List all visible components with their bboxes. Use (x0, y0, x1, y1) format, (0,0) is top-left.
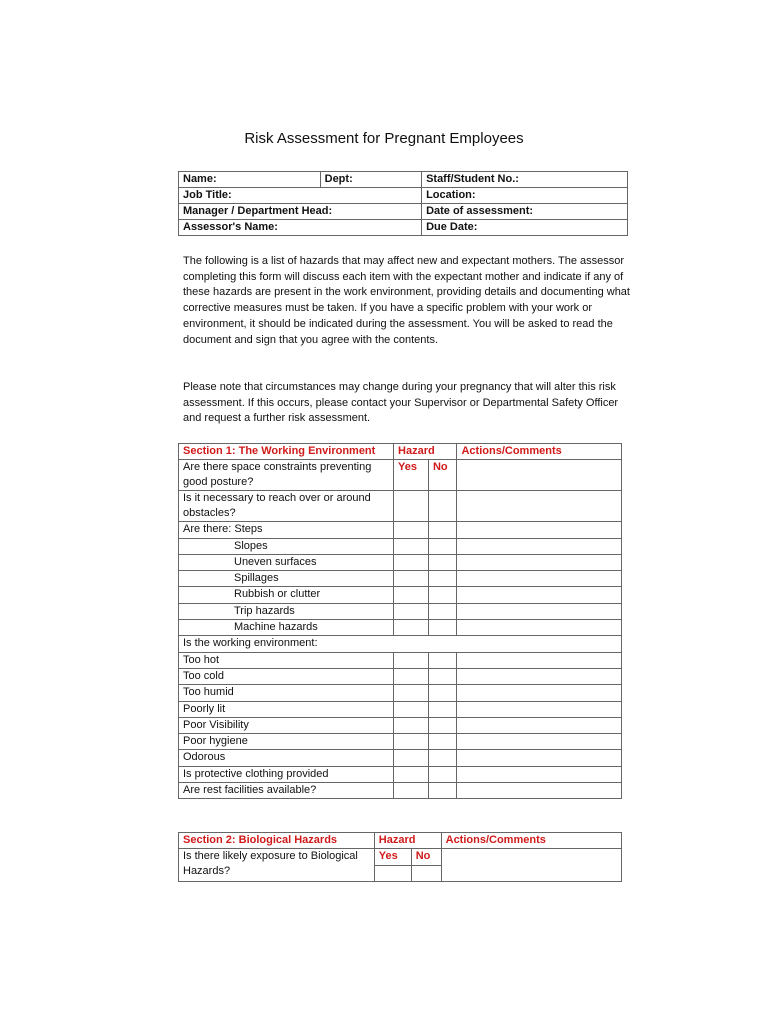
yes-cell[interactable] (394, 587, 429, 603)
page-title: Risk Assessment for Pregnant Employees (244, 130, 524, 147)
yes-cell[interactable] (394, 734, 429, 750)
hazard-item: Trip hazards (179, 603, 394, 619)
section2-actions-header: Actions/Comments (441, 833, 621, 849)
no-cell[interactable] (428, 734, 457, 750)
question-working-environment: Is the working environment: (179, 636, 622, 652)
no-cell[interactable] (428, 603, 457, 619)
comment-cell[interactable] (457, 491, 622, 522)
comment-cell[interactable] (457, 701, 622, 717)
no-cell[interactable] (428, 701, 457, 717)
env-item: Odorous (179, 750, 394, 766)
section2-table (178, 832, 622, 882)
question-space-constraints: Are there space constraints preventing good posture? (179, 460, 394, 491)
comment-cell[interactable] (457, 766, 622, 782)
yes-cell[interactable] (394, 571, 429, 587)
yes-cell[interactable] (394, 685, 429, 701)
comment-cell[interactable] (457, 717, 622, 733)
comment-cell[interactable] (457, 685, 622, 701)
yes-cell[interactable] (394, 620, 429, 636)
no-cell[interactable] (428, 554, 457, 570)
comment-cell[interactable] (457, 603, 622, 619)
no-cell[interactable] (428, 668, 457, 684)
yes-label: Yes (374, 849, 411, 865)
section2-title: Section 2: Biological Hazards (179, 833, 375, 849)
yes-cell[interactable] (394, 766, 429, 782)
yes-cell[interactable] (394, 668, 429, 684)
yes-cell[interactable] (394, 554, 429, 570)
no-cell[interactable] (428, 491, 457, 522)
no-label: No (428, 460, 457, 491)
hazard-item: Uneven surfaces (179, 554, 394, 570)
note-paragraph: Please note that circumstances may change during your pregnancy that will alter this risk assessment. If this occurs, please contact your Supervisor or Departmental Safety Officer and request a further risk assessment. (183, 381, 619, 425)
no-cell[interactable] (428, 685, 457, 701)
no-cell[interactable] (428, 783, 457, 799)
env-item: Poor hygiene (179, 734, 394, 750)
yes-cell[interactable] (394, 603, 429, 619)
yes-cell[interactable] (394, 750, 429, 766)
hazard-item: Slopes (179, 538, 394, 554)
location-field[interactable]: Location: (422, 188, 628, 204)
section2-hazard-header: Hazard (374, 833, 441, 849)
comment-cell[interactable] (457, 750, 622, 766)
yes-cell[interactable] (374, 865, 411, 881)
no-cell[interactable] (428, 750, 457, 766)
comment-cell[interactable] (457, 460, 622, 491)
name-field[interactable]: Name: (179, 172, 321, 188)
env-item: Poor Visibility (179, 717, 394, 733)
section1-title: Section 1: The Working Environment (179, 444, 394, 460)
no-cell[interactable] (428, 766, 457, 782)
manager-field[interactable]: Manager / Department Head: (179, 204, 422, 220)
question-reach-over: Is it necessary to reach over or around obstacles? (179, 491, 394, 522)
yes-cell[interactable] (394, 538, 429, 554)
dept-field[interactable]: Dept: (320, 172, 421, 188)
yes-cell[interactable] (394, 522, 429, 538)
intro-paragraph: The following is a list of hazards that may affect new and expectant mothers. The assessor completing this form will discuss each item with the expectant mother and indicate if any of these hazards are present in the work environment, providing details and documenting what corrective measures must be taken. If you have a specific problem with your work or environment, it should be indicated during the assessment. You will be asked to read the document and sign that you agree with the contents. (183, 255, 630, 346)
comment-cell[interactable] (457, 587, 622, 603)
job-title-field[interactable]: Job Title: (179, 188, 422, 204)
yes-cell[interactable] (394, 701, 429, 717)
comment-cell[interactable] (457, 554, 622, 570)
env-item: Is protective clothing provided (179, 766, 394, 782)
yes-cell[interactable] (394, 652, 429, 668)
env-item: Are rest facilities available? (179, 783, 394, 799)
env-item: Too humid (179, 685, 394, 701)
comment-cell[interactable] (457, 652, 622, 668)
hazard-item: Rubbish or clutter (179, 587, 394, 603)
comment-cell[interactable] (457, 734, 622, 750)
yes-cell[interactable] (394, 783, 429, 799)
section1-actions-header: Actions/Comments (457, 444, 622, 460)
question-are-there-steps: Are there: Steps (179, 522, 394, 538)
staff-no-field[interactable]: Staff/Student No.: (422, 172, 628, 188)
section1-table (178, 443, 622, 799)
employee-details-table (178, 171, 628, 236)
yes-label: Yes (394, 460, 429, 491)
hazard-item: Machine hazards (179, 620, 394, 636)
no-cell[interactable] (428, 522, 457, 538)
env-item: Poorly lit (179, 701, 394, 717)
comment-cell[interactable] (457, 783, 622, 799)
comment-cell[interactable] (457, 571, 622, 587)
env-item: Too hot (179, 652, 394, 668)
comment-cell[interactable] (457, 620, 622, 636)
no-label: No (411, 849, 441, 865)
env-item: Too cold (179, 668, 394, 684)
no-cell[interactable] (428, 620, 457, 636)
comment-cell[interactable] (441, 849, 621, 882)
comment-cell[interactable] (457, 668, 622, 684)
yes-cell[interactable] (394, 717, 429, 733)
yes-cell[interactable] (394, 491, 429, 522)
comment-cell[interactable] (457, 522, 622, 538)
due-date-field[interactable]: Due Date: (422, 220, 628, 236)
no-cell[interactable] (428, 538, 457, 554)
no-cell[interactable] (428, 717, 457, 733)
no-cell[interactable] (411, 865, 441, 881)
no-cell[interactable] (428, 652, 457, 668)
no-cell[interactable] (428, 571, 457, 587)
question-biological-exposure: Is there likely exposure to Biological Hazards? (179, 849, 375, 882)
no-cell[interactable] (428, 587, 457, 603)
section1-hazard-header: Hazard (394, 444, 457, 460)
date-of-assessment-field[interactable]: Date of assessment: (422, 204, 628, 220)
assessor-name-field[interactable]: Assessor's Name: (179, 220, 422, 236)
hazard-item: Spillages (179, 571, 394, 587)
comment-cell[interactable] (457, 538, 622, 554)
